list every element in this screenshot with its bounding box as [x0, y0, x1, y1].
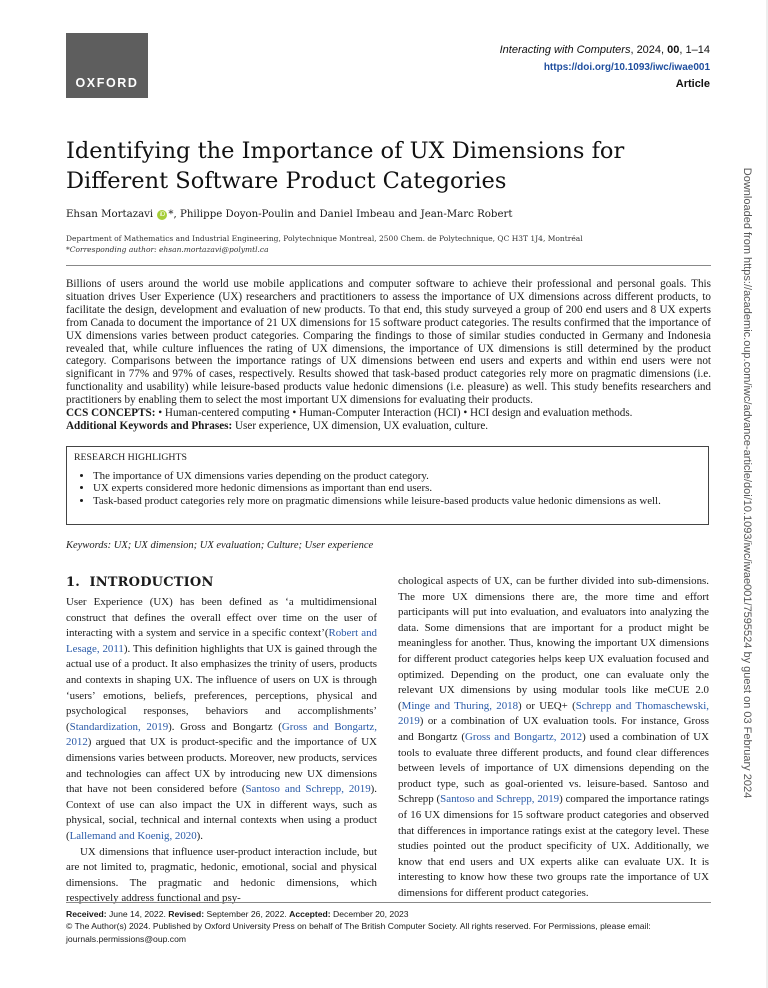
research-highlights-box [66, 446, 709, 525]
text-run: ). [196, 829, 204, 842]
highlights-heading: RESEARCH HIGHLIGHTS [74, 452, 187, 463]
other-authors: , Philippe Doyon-Poulin and Daniel Imbeau and Jean-Marc Robert [173, 209, 513, 220]
text-run: ) or UEQ+ ( [518, 699, 576, 712]
highlight-item: • Task-based product categories rely more on pragmatic dimensions while leisure-based products value hedonic dimensions as well. [93, 495, 701, 507]
ccs-label: CCS CONCEPTS: [66, 407, 156, 420]
citation-link[interactable]: Minge and Thuring, 2018 [401, 699, 519, 712]
text-run: User Experience (UX) has been defined as ‘a multidimensional construct that defines the overall effect over time on the user of interacting with a system and service in a specific context’( [66, 596, 377, 640]
citation-link[interactable]: Gross and Bongartz, 2012 [66, 720, 377, 749]
received-date: June 14, 2022. [106, 909, 169, 919]
left-column [66, 575, 377, 907]
copyright: © The Author(s) 2024. Published by Oxford University Press on behalf of The British Computer Society. All rights reserved. For Permissions, please email: [66, 921, 651, 932]
highlight-item: • UX experts considered more hedonic dimensions as important than end users. [93, 482, 701, 494]
citation-link[interactable]: Lallemand and Koenig, 2020 [69, 829, 197, 842]
download-text: Downloaded from https://academic.oup.com/iwc/advance-article/doi/10.1093/iwc/iwae001/7595524 by guest on 03 February 2024 [741, 167, 753, 798]
citation-link[interactable]: Standardization, 2019 [69, 720, 169, 733]
abstract [66, 278, 711, 433]
divider [66, 265, 711, 266]
paper-title: Identifying the Importance of UX Dimensions for Different Software Product Categories [66, 138, 625, 194]
text-run: ) compared the importance ratings of 16 UX dimensions for 15 software product categories and observed that differences in importance ratings exist at the category level. These studies pointed out the product specificity of UX. Additionally, we know that end users and UX experts alike can evaluate UX. It is interesting to know how these two groups rate the importance of UX dimensions for different product categories. [398, 793, 710, 899]
text-run: ). Context of use can also impact the UX in different ways, such as physical, social, technical and internal contexts when using a product ( [66, 783, 378, 842]
citation-link[interactable]: Santoso and Schrepp, 2019 [440, 793, 560, 806]
right-column [398, 574, 709, 901]
intro-paragraph-3 [398, 574, 709, 901]
intro-paragraph-1 [66, 595, 377, 845]
citation-link[interactable]: Schrepp and Thomaschewski, 2019 [398, 699, 709, 728]
author-list [66, 209, 512, 220]
journal-pages: , 1–14 [679, 44, 710, 56]
orcid-icon[interactable]: iD [157, 210, 167, 220]
first-author[interactable]: Ehsan Mortazavi [66, 209, 154, 220]
received-label: Received: [66, 909, 107, 919]
abstract-text: Billions of users around the world use mobile applications and computer software to achieve their professional and personal goals. This situation drives User Experience (UX) researchers and practitioners to assess the importance of UX dimensions across different products, to facilitate the design, development and evaluation of new products. To that end, this study surveyed a group of 200 end users and 8 UX experts from Canada to document the importance of 21 UX dimensions for 15 software product categories. The results confirmed that the importance of UX dimensions varies between product categories. Comparing the findings to those of similar studies conducted in Germany and Indonesia revealed that, while culture influences the rating of UX dimensions, the importance of UX dimensions is still determined by the product category. Comparisons between the importance ratings of UX dimensions between end users and experts and within end users were not significant in 77% and 97% of cases, respectively. Results showed that task-based product categories rely more on pragmatic dimensions (i.e. functionality and usability) while leisure-based products value hedonic dimensions (i.e. pleasure) as well. This study benefits researchers and practitioners by enabling them to select the most important UX dimensions for evaluating their products. [66, 278, 711, 407]
accepted-label: Accepted: [289, 909, 331, 919]
journal-volume: 00 [667, 44, 680, 56]
section-number: 1. [66, 575, 80, 590]
affiliation-block [66, 233, 583, 255]
download-watermark [740, 167, 754, 798]
journal-year: , 2024, [630, 44, 668, 56]
text-run: ) argued that UX is product-specific and the importance of UX dimensions varies between products. Moreover, new products, services and technologies can affect UX by introducing new UX dimensions that have not been considered before ( [66, 736, 377, 796]
permissions-email[interactable]: journals.permissions@oup.com [66, 933, 187, 944]
journal-header [500, 42, 710, 93]
doi-link[interactable]: https://doi.org/10.1093/iwc/iwae001 [543, 62, 710, 73]
footer [66, 908, 711, 945]
text-run: ). Gross and Bongartz ( [168, 720, 282, 733]
affiliation: Department of Mathematics and Industrial Engineering, Polytechnique Montreal, 2500 Chem. de Polytechnique, QC H3T 1J4, Montréal [66, 234, 583, 243]
keywords: Keywords: UX; UX dimension; UX evaluation; Culture; User experience [66, 540, 374, 551]
citation-link[interactable]: Santoso and Schrepp, 2019 [245, 783, 371, 796]
journal-citation [500, 42, 710, 59]
additional-keywords [66, 420, 711, 433]
article-type: Article [675, 78, 710, 90]
corresponding-author: *Corresponding author: ehsan.mortazavi@polymtl.ca [66, 245, 269, 254]
additional-keywords-text: User experience, UX dimension, UX evaluation, culture. [232, 419, 489, 432]
oxford-logo [66, 33, 148, 98]
footer-divider [66, 902, 711, 903]
highlight-item: • The importance of UX dimensions varies depending on the product category. [93, 470, 701, 482]
additional-keywords-label: Additional Keywords and Phrases: [66, 419, 233, 432]
citation-link[interactable]: Gross and Bongartz, 2012 [464, 730, 583, 743]
revised-date: September 26, 2022. [204, 909, 290, 919]
text-run: ). This definition highlights that UX is gained through the actual use of a product. It also emphasizes the trinity of users, products and contexts in shaping UX. The influence of users on UX is through ‘users’ emotions, beliefs, preferences, perceptions, physical and psychological responses, behaviors and accomplishments’ ( [66, 642, 378, 733]
journal-name: Interacting with Computers [499, 44, 631, 56]
publisher-name: OXFORD [75, 76, 139, 90]
section-heading [66, 575, 377, 590]
ccs-text: • Human-centered computing • Human-Computer Interaction (HCI) • HCI design and evaluation methods. [155, 407, 633, 420]
intro-paragraph-2: UX dimensions that influence user-product interaction include, but are not limited to, pragmatic, hedonic, emotional, social and physical dimensions. The pragmatic and hedonic dimensions, which respectively address functional and psy- [66, 845, 377, 905]
text-run: ) used a combination of UX tools to evaluate three different products, and found clear differences between levels of importance of UX dimensions depending on the product type, such as goal-oriented vs. leisure-based. Santoso and Schrepp ( [398, 730, 710, 806]
text-run: chological aspects of UX, can be further divided into sub-dimensions. The more UX dimensions there are, the more time and effort participants will put into evaluation, and evaluators into analyzing the data. Some dimensions that are important for a product might be meaningless for another. Thus, knowing the important UX dimensions for different product categories helps keep UX evaluation focused and optimized. Depending on the product, one can evaluate only the relevant UX dimensions by using modular tools like meCUE 2.0 ( [398, 575, 709, 712]
citation-link[interactable]: Robert and Lesage, 2011 [66, 627, 377, 655]
accepted-date: December 20, 2023 [330, 909, 409, 919]
text-run: ) or a combination of UX evaluation tools. For instance, Gross and Bongartz ( [398, 715, 709, 743]
corresponding-mark: * [168, 209, 174, 220]
ccs-concepts [66, 407, 711, 420]
highlights-list [74, 470, 701, 507]
revised-label: Revised: [168, 909, 205, 919]
section-title: INTRODUCTION [89, 575, 214, 590]
dates [66, 908, 711, 920]
